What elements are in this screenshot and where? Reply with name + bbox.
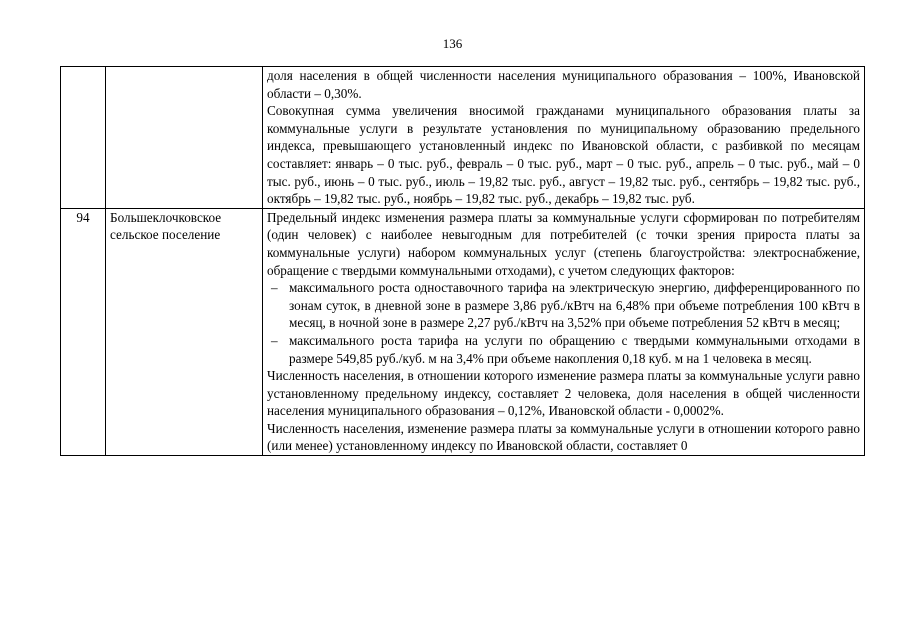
municipality-name-cell xyxy=(106,67,263,209)
description-cell xyxy=(263,67,865,209)
description-cell xyxy=(263,208,865,455)
list-item xyxy=(267,279,860,332)
list-item-text: максимального роста одноставочного тарифа на электрическую энергию, дифференцированного по зонам суток, в дневной зоне в размере 3,86 руб./кВтч на 6,48% при объеме потребления 100 кВтч в месяц, в ночной зоне в размере 2,27 руб./кВтч на 3,52% при объеме потребления 52 кВтч в месяц; xyxy=(289,280,860,331)
paragraph: доля населения в общей численности населения муниципального образования – 100%, Ивановской области – 0,30%. xyxy=(267,68,860,101)
paragraph: Численность населения, в отношении которого изменение размера платы за коммунальные услуги равно установленному предельному индексу, составляет 2 человека, доля населения в общей численности населения муниципального образования – 0,12%, Ивановской области - 0,0002%. xyxy=(267,368,860,419)
municipal-index-table xyxy=(60,66,865,456)
paragraph: Предельный индекс изменения размера платы за коммунальные услуги сформирован по потребителям (один человек) с наиболее невыгодным для потребителей (с точки зрения прироста платы за коммунальные услуги) набором коммунальных услуг (степень благоустройства: электроснабжение, обращение с твердыми коммунальными отходами), с учетом следующих факторов: xyxy=(267,209,860,278)
list-dash: – xyxy=(271,332,278,348)
list-item-text: максимального роста тарифа на услуги по обращению с твердыми коммунальными отходами в размере 549,85 руб./куб. м на 3,4% при объеме накопления 0,18 куб. м на 1 человека в месяц. xyxy=(289,332,860,366)
list-dash: – xyxy=(271,280,278,296)
table-row xyxy=(61,67,865,209)
municipality-name-cell: Большеклочковское сельское поселение xyxy=(106,208,263,455)
page-number: 136 xyxy=(442,36,463,51)
list-item xyxy=(267,332,860,367)
paragraph: Численность населения, изменение размера платы за коммунальные услуги в отношении которого равно (или менее) установленному индексу по Ивановской области, составляет 0 xyxy=(267,420,860,454)
row-number-cell: 94 xyxy=(61,208,106,455)
table-row xyxy=(61,208,865,455)
paragraph: Совокупная сумма увеличения вносимой гражданами муниципального образования платы за коммунальные услуги в результате установления по муниципальному образованию предельного индекса, превышающего установленный индекс по Ивановской области, с разбивкой по месяцам составляет: январь – 0 тыс. руб., февраль – 0 тыс. руб., март – 0 тыс. руб., апрель – 0 тыс. руб., май – 0 тыс. руб., июнь – 0 тыс. руб., июль – 19,82 тыс. руб., август – 19,82 тыс. руб., сентябрь – 19,82 тыс. руб., октябрь – 19,82 тыс. руб., ноябрь – 19,82 тыс. руб., декабрь – 19,82 тыс. руб. xyxy=(267,103,860,207)
row-number-cell xyxy=(61,67,106,209)
